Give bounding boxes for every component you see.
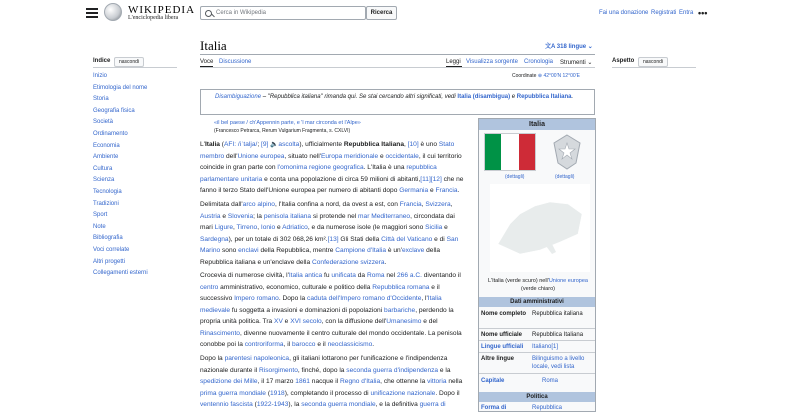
article-text: , (233, 224, 237, 231)
chevron-down-icon: ⌄ (585, 60, 593, 66)
article-text: , con la diffusione dell' (321, 318, 387, 325)
toc-item[interactable]: Etimologia del nome (93, 84, 148, 91)
map-caption (486, 277, 590, 293)
article-text: sono (220, 247, 239, 254)
article-text: è un' (386, 247, 402, 254)
article-text: . L'Italia è una (363, 164, 407, 171)
article-text: , (450, 201, 453, 208)
article-text: e (282, 318, 291, 325)
infobox-row (481, 404, 593, 412)
intro-paragraph-1 (200, 139, 468, 197)
tab-view-source[interactable]: Visualizza sorgente (466, 59, 518, 65)
article-text: , il cui territorio coincide in gran parte con (200, 152, 462, 171)
tab-read[interactable]: Leggi (446, 59, 461, 65)
appearance-divider (612, 67, 696, 68)
location-map-image[interactable] (490, 184, 590, 272)
toc-item[interactable]: Ordinamento (93, 131, 128, 137)
article-link[interactable]: ascolta (278, 141, 300, 148)
coat-of-arms-image[interactable] (552, 133, 582, 171)
article-text: , perdendo la propria unità politica. Tra (200, 306, 454, 325)
infobox-row (481, 355, 593, 371)
article-text: , divenne nuovamente il centro culturale del mondo occidentale. La penisola conobbe poi la (200, 329, 462, 348)
title-divider (200, 54, 595, 55)
article-link[interactable]: guerra di (419, 401, 446, 408)
article-text: ( (265, 389, 271, 397)
article-link[interactable]: barbariche (384, 306, 416, 314)
toc-item[interactable]: Cultura (93, 165, 113, 172)
article-text: e (378, 152, 386, 160)
other-languages-link[interactable]: Bilinguismo a livello locale, vedi lista (532, 356, 585, 370)
article-text: e conta una popolazione di circa 59 milioni di abitanti, (262, 175, 421, 183)
flag-image[interactable] (484, 133, 536, 171)
article-link[interactable]: Tirreno (236, 224, 258, 231)
toc-item[interactable]: Tradizioni (93, 200, 119, 207)
article-text: , che ottenne la (380, 378, 428, 385)
toc-item[interactable]: Geografia fisica (93, 107, 135, 114)
article-text: nacque il (309, 378, 341, 385)
rome-link[interactable]: Roma (542, 378, 559, 384)
tab-article[interactable]: Voce (200, 59, 214, 65)
wikipedia-tagline: L'enciclopedia libera (128, 15, 179, 21)
article-text: , finché, dopo la (297, 366, 347, 374)
infobox-admin-header: Dati amministrativi (479, 297, 595, 307)
article-link[interactable]: XV (274, 318, 283, 325)
language-count: 318 lingue (556, 44, 587, 50)
article-link[interactable]: Ligure (214, 224, 233, 231)
article-text: ), per un totale di 302 068,26 km². (228, 235, 328, 243)
article-text: , l' (421, 295, 428, 302)
donate-link[interactable]: Fai una donazione (599, 10, 649, 16)
article-text: è uno (418, 141, 439, 148)
infobox-row (481, 310, 593, 318)
tools-label: Strumenti (560, 60, 586, 66)
article-text: , l'Italia confina a nord, da ovest a est, con (274, 201, 400, 208)
article-text: , situato nell' (284, 152, 321, 160)
article-text: Crocevia di numerose civiltà, l' (200, 272, 289, 279)
official-languages-link[interactable]: Lingue ufficiali (481, 344, 524, 350)
article-text: . (457, 187, 460, 194)
article-text: si protende nel (311, 212, 359, 220)
quote-line[interactable]: «il bel paese / ch'Appennin parte, e 'l mar circonda et l'Alpe» (214, 120, 361, 126)
article-text: Dopo la (200, 355, 225, 362)
article-link[interactable]: Repubblica romana (372, 283, 430, 291)
article-text: che ne fanno il terzo Stato dell'Unione europea per numero di abitanti dopo (200, 175, 464, 194)
disambiguation-link[interactable]: Disambiguazione (215, 94, 262, 100)
article-link[interactable]: Slovenia (227, 212, 254, 220)
article-text: 🔈 (268, 141, 279, 148)
appearance-title: Aspetto (612, 58, 635, 64)
page-title: Italia (200, 38, 227, 53)
toc-item[interactable]: Economia (93, 142, 120, 149)
infobox-row (481, 377, 593, 385)
login-link[interactable]: Entra (679, 10, 694, 16)
intro-paragraph-4 (200, 353, 468, 411)
article-text: ), completando il processo di (284, 389, 371, 397)
article-link[interactable]: seconda guerra d'indipendenza (346, 366, 439, 374)
article-link[interactable]: San Marino (200, 235, 459, 254)
quote-source: (Francesco Petrarca, Rerum Vulgarium Fragmenta, s. CXLVI) (214, 128, 351, 134)
infobox-value: Repubblica Italiana (532, 332, 584, 338)
article-link[interactable]: Ionio (260, 224, 276, 231)
article-link[interactable]: [9] (261, 141, 269, 148)
infobox-row (481, 331, 593, 339)
article-link[interactable]: penisola italiana (263, 212, 312, 220)
italian-language-link[interactable]: Italiano[1] (532, 344, 559, 350)
article-link[interactable]: exclave (401, 247, 425, 254)
article-link[interactable]: parentesi napoleonica (224, 355, 290, 362)
coordinates[interactable] (512, 73, 580, 79)
article-link[interactable]: controriforma (244, 341, 284, 348)
coordinates-label: Coordinate (512, 73, 537, 79)
tools-dropdown[interactable] (560, 59, 592, 66)
article-text: da (355, 272, 367, 279)
toc-item[interactable]: Altri progetti (93, 258, 126, 265)
article-link[interactable]: Sicilia (425, 224, 443, 231)
globe-icon: ⊕ (537, 73, 543, 79)
article-text: nel (384, 272, 397, 279)
article-text: . (372, 341, 375, 348)
hatnote-and: e (510, 94, 517, 100)
search-icon (205, 10, 212, 17)
article-link[interactable]: Austria (200, 212, 221, 220)
article-link[interactable]: 1861 (295, 378, 310, 385)
article-text: . Dopo la (278, 295, 308, 302)
toc-item[interactable]: Collegamenti esterni (93, 270, 148, 277)
article-text: , e da numerose isole (le maggiori sono (307, 224, 426, 231)
article-link[interactable]: spedizione dei Mille (200, 378, 258, 385)
article-link[interactable]: Impero romano (234, 295, 279, 302)
article-link[interactable]: Roma (366, 272, 385, 279)
article-text: diventando il (421, 272, 461, 279)
map-caption-end: (verde chiaro) (521, 286, 555, 292)
article-text: e il (315, 341, 328, 348)
article-link[interactable]: Unione europea (237, 152, 285, 160)
tab-history[interactable]: Cronologia (524, 59, 554, 65)
toc-divider (93, 67, 177, 68)
infobox-separator (479, 328, 595, 329)
wikipedia-globe-logo[interactable] (104, 3, 122, 21)
article-link[interactable]: [11][12] (420, 175, 442, 183)
article-link[interactable]: Svizzera (425, 201, 451, 208)
article-link[interactable]: Risorgimento (259, 366, 298, 374)
article-link[interactable]: vittoria (427, 378, 447, 385)
article-text: della Repubblica, mentre (258, 247, 336, 254)
hatnote-end: . (571, 94, 574, 100)
toc-item[interactable]: Inizio (93, 73, 108, 79)
article-link[interactable]: Umanesimo (386, 318, 422, 325)
toc-item[interactable]: Storia (93, 96, 109, 103)
eu-link[interactable]: Unione europea (548, 278, 588, 284)
intro-paragraph-3 (200, 270, 468, 351)
article-link[interactable]: caduta dell'Impero romano d'Occidente (307, 295, 422, 302)
article-link[interactable]: l'omonima regione geografica (277, 164, 364, 171)
article-text: , il 17 marzo (257, 378, 296, 385)
article-link[interactable]: repubblica parlamentare unitaria (200, 164, 437, 183)
wikipedia-wordmark[interactable]: WIKIPEDIA (128, 4, 196, 16)
toc-item[interactable]: Tecnologia (93, 189, 122, 195)
infobox-row (481, 343, 593, 351)
article-link[interactable]: Campione d'Italia (335, 247, 387, 254)
article-text: amministrativo, economico, culturale e politico della (218, 283, 373, 291)
toc-item[interactable]: Note (93, 223, 106, 230)
article-link[interactable]: 1922-1943 (256, 401, 289, 408)
article-text: fu soggetta a invasioni e dominazioni di popolazioni (230, 306, 385, 314)
article-link[interactable]: Germania (399, 187, 429, 194)
appearance-hide-button[interactable]: nascondi (638, 57, 668, 67)
infobox-separator (479, 352, 595, 353)
article-text: dell' (224, 152, 238, 160)
article-link[interactable]: occidentale (385, 152, 419, 160)
infobox-key: Altre lingue (481, 356, 515, 362)
article-text: Italia (204, 141, 220, 148)
intro-paragraph-2 (200, 199, 468, 268)
article-text: , gli italiani lottarono per l'unificazione e l'indipendenza nazionale durante il (200, 355, 448, 374)
infobox-value: Repubblica italiana (532, 311, 583, 317)
tabs-divider (200, 67, 595, 68)
translate-icon: 文A (545, 44, 557, 50)
article-text: della Repubblica italiana e un'enclave della (200, 247, 441, 266)
article-link[interactable]: prima guerra mondiale (200, 389, 266, 397)
article-text: e del (421, 318, 438, 325)
search-button[interactable]: Ricerca (366, 6, 397, 20)
coordinates-value[interactable]: 42°00′N 12°00′E (543, 73, 580, 79)
hatnote-text: – "Repubblica italiana" rimanda qui. Se stai cercando altri significati, vedi (261, 94, 458, 100)
article-text: , il (283, 341, 293, 348)
article-text: Delimitata dall' (200, 201, 243, 208)
language-button[interactable] (545, 41, 593, 50)
article-text: e (275, 224, 283, 231)
article-text: Gli Stati della (338, 235, 382, 243)
toc-item[interactable]: Sport (93, 212, 108, 219)
article-link[interactable]: Europa meridionale (320, 152, 379, 160)
article-link[interactable]: Stato membro (200, 141, 455, 160)
republic-link[interactable]: Repubblica (532, 405, 563, 411)
article-link[interactable]: Rinascimento (200, 329, 240, 337)
article-link[interactable]: [10] (407, 141, 419, 148)
toc-item[interactable]: Voci correlate (93, 247, 130, 253)
flag-details-link[interactable]: (dettagli) (505, 174, 525, 180)
article-link[interactable]: mar Mediterraneo (358, 212, 411, 220)
article-text: ), la (288, 401, 302, 408)
article-text: , e la definitiva (375, 401, 420, 408)
article-link[interactable]: Confederazione svizzera (311, 258, 385, 266)
article-text: e di (432, 235, 447, 243)
article-link[interactable]: Adriatico (282, 224, 308, 231)
article-link[interactable]: Città del Vaticano (381, 235, 433, 243)
article-text: ; la (253, 212, 264, 220)
article-link[interactable]: unificazione nazionale (370, 389, 436, 397)
infobox-key: Nome completo (481, 311, 527, 317)
article-text: ), ufficialmente (299, 141, 344, 148)
article-text: nella (446, 378, 463, 385)
article-text: e (428, 187, 436, 194)
tab-discussion[interactable]: Discussione (219, 59, 252, 65)
article-link[interactable]: centro (200, 283, 219, 291)
article-link[interactable]: Italia antica (288, 272, 323, 279)
article-link[interactable]: Francia (435, 187, 458, 194)
map-caption-text: L'Italia (verde scuro) nell' (488, 278, 549, 284)
government-form-link[interactable]: Forma di (481, 405, 507, 411)
coat-of-arms-details-link[interactable]: (dettagli) (555, 174, 575, 180)
main-menu-icon[interactable] (86, 8, 98, 18)
article-text: ( (219, 141, 224, 148)
infobox-key: Nome ufficiale (481, 332, 523, 338)
article-text: e la (438, 366, 451, 374)
article-text: L' (200, 141, 205, 148)
capital-link[interactable]: Capitale (481, 378, 505, 384)
toc-item[interactable]: Società (93, 119, 114, 126)
search-input[interactable] (200, 6, 366, 20)
repubblica-italiana-link[interactable]: Repubblica Italiana (516, 94, 572, 100)
article-link[interactable]: AFI: /iˈtalja/ (224, 141, 258, 148)
article-text: e il successivo (200, 283, 440, 302)
toc-item[interactable]: Ambiente (93, 154, 119, 161)
article-link[interactable]: neoclassicismo (327, 341, 373, 348)
article-text: , circondata dai mari (200, 212, 455, 231)
article-link[interactable]: Regno d'Italia (340, 378, 381, 385)
search-placeholder: Cerca in Wikipedia (216, 10, 267, 16)
article-text: ; (257, 141, 262, 148)
article-link[interactable]: arco alpino (242, 201, 275, 208)
disambiguation-hatnote (200, 89, 595, 115)
article-text: e (220, 212, 228, 220)
article-text: , (404, 141, 408, 148)
article-link[interactable]: enclavi (238, 247, 259, 254)
article-link[interactable]: Francia (399, 201, 422, 208)
article-link[interactable]: ventennio fascista (200, 401, 253, 408)
article-text: ( (252, 401, 257, 408)
article-text: , (421, 201, 426, 208)
article-text: e (442, 224, 448, 231)
article-link[interactable]: unificata (331, 272, 356, 279)
article-text: Repubblica Italiana (343, 141, 404, 148)
infobox-title: Italia (479, 119, 595, 130)
article-link[interactable]: barocco (292, 341, 316, 348)
epigraph-quote (214, 119, 361, 135)
article-link[interactable]: XVI secolo (290, 318, 322, 325)
article-text: . (384, 258, 387, 266)
infobox-politics-header: Politica (479, 392, 595, 402)
article-text: . Dopo il (435, 389, 460, 397)
toc-hide-button[interactable]: nascondi (114, 57, 144, 67)
article-link[interactable]: seconda guerra mondiale (301, 401, 376, 408)
more-options-icon[interactable]: ••• (698, 8, 708, 18)
infobox-separator (479, 373, 595, 374)
article-link[interactable]: [13] (327, 235, 339, 243)
article-link[interactable]: Sardegna (200, 235, 229, 243)
toc-item[interactable]: Scienza (93, 177, 115, 184)
article-link[interactable]: 1918 (270, 389, 285, 397)
article-link[interactable]: Italia medievale (200, 295, 442, 314)
disambigua-link[interactable]: Italia (disambigua) (457, 94, 511, 100)
article-link[interactable]: 266 a.C. (397, 272, 422, 279)
chevron-down-icon: ⌄ (586, 44, 593, 50)
infobox-separator (479, 340, 595, 341)
register-link[interactable]: Registrati (651, 10, 677, 16)
toc-item[interactable]: Bibliografia (93, 235, 123, 242)
toc-title: Indice (93, 58, 111, 64)
article-text: , (257, 224, 261, 231)
article-text: fu (322, 272, 332, 279)
